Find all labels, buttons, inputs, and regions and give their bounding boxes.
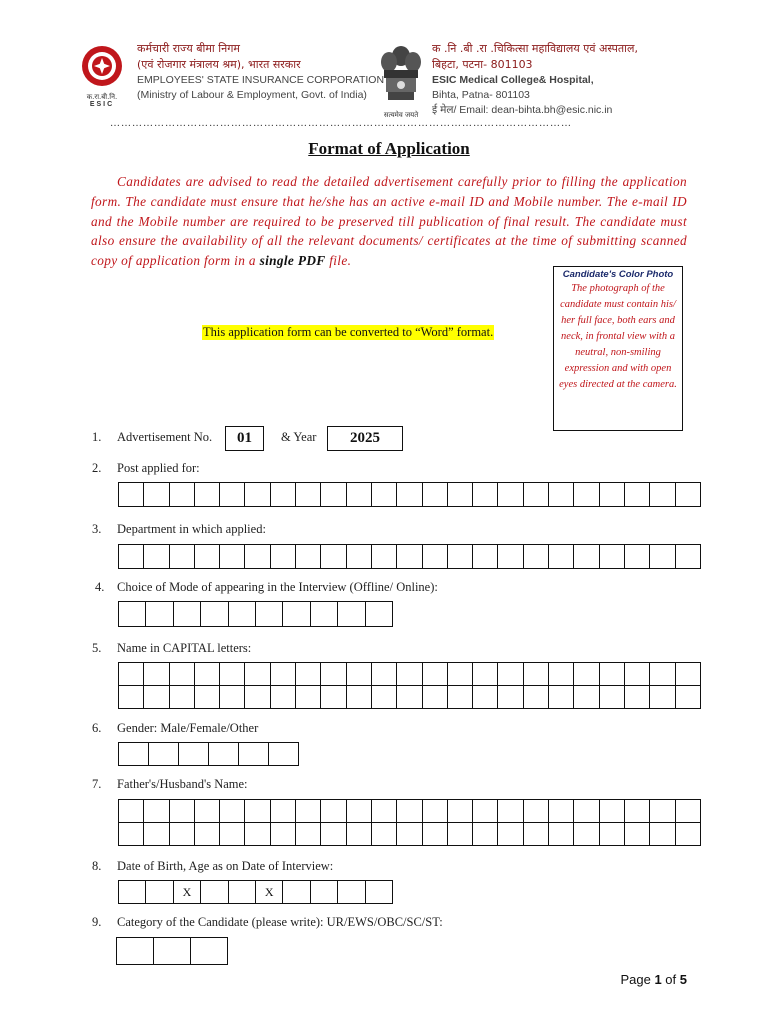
input-cell[interactable] xyxy=(548,799,574,823)
input-cell[interactable] xyxy=(649,799,675,823)
input-cell[interactable] xyxy=(194,799,220,823)
input-cell[interactable] xyxy=(599,662,625,686)
input-cell[interactable] xyxy=(143,822,169,846)
input-cell[interactable] xyxy=(208,742,239,766)
input-cell[interactable] xyxy=(228,880,256,904)
input-cell[interactable] xyxy=(194,662,220,686)
input-cell[interactable] xyxy=(396,685,422,709)
input-cell[interactable] xyxy=(649,482,675,507)
input-cell[interactable] xyxy=(346,482,372,507)
input-cell[interactable] xyxy=(573,482,599,507)
input-cell[interactable] xyxy=(624,544,650,569)
input-cell[interactable] xyxy=(190,937,228,965)
question-3-label: Department in which applied: xyxy=(117,522,266,536)
input-cell[interactable] xyxy=(219,482,245,507)
question-5 xyxy=(0,641,770,661)
input-cell[interactable] xyxy=(649,544,675,569)
input-cell[interactable] xyxy=(169,544,195,569)
date-separator-cell[interactable]: X xyxy=(173,880,201,904)
input-cell[interactable] xyxy=(346,822,372,846)
question-4 xyxy=(0,580,770,600)
input-cell[interactable] xyxy=(365,601,393,627)
input-cell[interactable] xyxy=(396,799,422,823)
input-cell[interactable] xyxy=(219,662,245,686)
input-cell[interactable] xyxy=(548,482,574,507)
input-cell[interactable] xyxy=(497,799,523,823)
input-cell[interactable] xyxy=(497,544,523,569)
input-cell[interactable] xyxy=(573,822,599,846)
input-cell[interactable] xyxy=(194,685,220,709)
input-cell[interactable] xyxy=(497,482,523,507)
input-cell[interactable] xyxy=(219,822,245,846)
input-cell[interactable] xyxy=(447,685,473,709)
input-cell[interactable] xyxy=(244,822,270,846)
input-cell[interactable] xyxy=(169,662,195,686)
page-word: Page xyxy=(620,972,651,987)
input-cell[interactable] xyxy=(118,742,149,766)
hospital-email: ई मेल/ Email: dean-bihta.bh@esic.nic.in xyxy=(432,104,613,116)
input-cell[interactable] xyxy=(320,482,346,507)
father-name-grid-row-2[interactable] xyxy=(118,822,701,846)
year-label: & Year xyxy=(281,430,317,444)
input-cell[interactable] xyxy=(118,544,144,569)
input-cell[interactable] xyxy=(169,482,195,507)
hospital-address-hindi: बिहटा, पटना- 801103 xyxy=(432,58,533,71)
advice-text-after: file. xyxy=(325,253,352,269)
question-2 xyxy=(0,461,770,481)
input-cell[interactable] xyxy=(573,662,599,686)
input-cell[interactable] xyxy=(244,482,270,507)
input-cell[interactable] xyxy=(396,822,422,846)
name-grid-row-1[interactable] xyxy=(118,662,701,686)
question-7-number: 7. xyxy=(92,777,102,791)
input-cell[interactable] xyxy=(624,799,650,823)
input-cell[interactable] xyxy=(675,822,701,846)
input-cell[interactable] xyxy=(228,601,256,627)
input-cell[interactable] xyxy=(422,799,448,823)
input-cell[interactable] xyxy=(178,742,209,766)
input-cell[interactable] xyxy=(523,482,549,507)
dob-grid[interactable] xyxy=(118,880,393,904)
input-cell[interactable] xyxy=(295,482,321,507)
input-cell[interactable] xyxy=(320,544,346,569)
question-5-label: Name in CAPITAL letters: xyxy=(117,641,252,655)
input-cell[interactable] xyxy=(268,742,299,766)
question-9-label: Category of the Candidate (please write): UR/EWS/OBC/SC/ST: xyxy=(117,915,443,929)
input-cell[interactable] xyxy=(371,482,397,507)
input-cell[interactable] xyxy=(523,799,549,823)
advertisement-number-field[interactable]: 01 xyxy=(225,426,264,451)
photo-box-label: Candidate's Color Photo xyxy=(562,269,674,280)
input-cell[interactable] xyxy=(118,601,146,627)
input-cell[interactable] xyxy=(244,662,270,686)
post-applied-grid[interactable] xyxy=(118,482,701,507)
national-emblem xyxy=(376,42,426,118)
input-cell[interactable] xyxy=(472,822,498,846)
input-cell[interactable] xyxy=(143,482,169,507)
input-cell[interactable] xyxy=(624,822,650,846)
input-cell[interactable] xyxy=(219,799,245,823)
question-4-number: 4. xyxy=(95,580,105,594)
input-cell[interactable] xyxy=(118,799,144,823)
input-cell[interactable] xyxy=(472,662,498,686)
input-cell[interactable] xyxy=(320,685,346,709)
input-cell[interactable] xyxy=(310,880,338,904)
question-1-label: Advertisement No. xyxy=(117,430,213,444)
input-cell[interactable] xyxy=(371,662,397,686)
input-cell[interactable] xyxy=(173,601,201,627)
input-cell[interactable] xyxy=(447,822,473,846)
question-6-number: 6. xyxy=(92,721,102,735)
input-cell[interactable] xyxy=(497,685,523,709)
input-cell[interactable] xyxy=(169,799,195,823)
input-cell[interactable] xyxy=(337,880,365,904)
gender-grid[interactable] xyxy=(118,742,299,766)
input-cell[interactable] xyxy=(675,799,701,823)
input-cell[interactable] xyxy=(599,799,625,823)
question-1-number: 1. xyxy=(92,430,102,444)
input-cell[interactable] xyxy=(118,880,146,904)
esic-logo-caption-en: ESIC xyxy=(89,101,115,108)
question-7-label: Father's/Husband's Name: xyxy=(117,777,248,791)
input-cell[interactable] xyxy=(219,685,245,709)
of-word: of xyxy=(665,972,677,987)
interview-mode-grid[interactable] xyxy=(118,601,393,627)
question-6 xyxy=(0,721,770,741)
input-cell[interactable] xyxy=(675,685,701,709)
input-cell[interactable] xyxy=(346,544,372,569)
input-cell[interactable] xyxy=(118,482,144,507)
question-8-number: 8. xyxy=(92,859,102,873)
name-grid-row-2[interactable] xyxy=(118,685,701,709)
question-3 xyxy=(0,522,770,542)
photo-box[interactable] xyxy=(553,266,683,431)
input-cell[interactable] xyxy=(320,822,346,846)
input-cell[interactable] xyxy=(675,662,701,686)
input-cell[interactable] xyxy=(447,799,473,823)
input-cell[interactable] xyxy=(649,662,675,686)
input-cell[interactable] xyxy=(118,822,144,846)
question-8 xyxy=(0,859,770,879)
input-cell[interactable] xyxy=(143,662,169,686)
input-cell[interactable] xyxy=(447,662,473,686)
input-cell[interactable] xyxy=(295,544,321,569)
question-5-number: 5. xyxy=(92,641,102,655)
input-cell[interactable] xyxy=(244,799,270,823)
input-cell[interactable] xyxy=(523,662,549,686)
input-cell[interactable] xyxy=(523,544,549,569)
input-cell[interactable] xyxy=(148,742,179,766)
category-grid[interactable] xyxy=(116,937,228,965)
input-cell[interactable] xyxy=(282,880,310,904)
advice-bold: single PDF xyxy=(259,253,326,269)
input-cell[interactable] xyxy=(295,822,321,846)
question-9-number: 9. xyxy=(92,915,102,929)
input-cell[interactable] xyxy=(472,482,498,507)
input-cell[interactable] xyxy=(649,822,675,846)
input-cell[interactable] xyxy=(624,685,650,709)
org-name-hindi-line1: कर्मचारी राज्य बीमा निगम xyxy=(137,42,240,55)
input-cell[interactable] xyxy=(270,799,296,823)
advice-text-before: Candidates are advised to read the detailed advertisement carefully prior to filling the application form. The candidate must ensure that he/she has an active e-mail ID and Mobile number. The e-mail ID and the Mobile number are required to be preserved till publication of final result. The candidate must also ensure the availability of all the relevant documents/ certificates at the time of submitting scanned copy of application form in a xyxy=(91,174,687,269)
input-cell[interactable] xyxy=(599,685,625,709)
input-cell[interactable] xyxy=(270,822,296,846)
page-number xyxy=(620,972,687,987)
input-cell[interactable] xyxy=(169,685,195,709)
input-cell[interactable] xyxy=(153,937,191,965)
input-cell[interactable] xyxy=(523,685,549,709)
input-cell[interactable] xyxy=(194,482,220,507)
input-cell[interactable] xyxy=(310,601,338,627)
hospital-name-hindi-line1: क .नि .बी .रा .चिकित्सा महाविद्यालय एवं अस्पताल, xyxy=(432,42,638,55)
input-cell[interactable] xyxy=(145,880,173,904)
input-cell[interactable] xyxy=(422,662,448,686)
year-field[interactable]: 2025 xyxy=(327,426,403,451)
input-cell[interactable] xyxy=(282,601,310,627)
input-cell[interactable] xyxy=(371,799,397,823)
input-cell[interactable] xyxy=(270,662,296,686)
input-cell[interactable] xyxy=(371,544,397,569)
input-cell[interactable] xyxy=(675,544,701,569)
advice-paragraph xyxy=(91,172,687,271)
org-name-english-line1: EMPLOYEES' STATE INSURANCE CORPORATION xyxy=(137,74,385,86)
input-cell[interactable] xyxy=(396,544,422,569)
input-cell[interactable] xyxy=(337,601,365,627)
input-cell[interactable] xyxy=(255,601,283,627)
esic-logo-caption-hi: क.रा.बी.नि. xyxy=(86,93,118,101)
input-cell[interactable] xyxy=(244,544,270,569)
input-cell[interactable] xyxy=(270,685,296,709)
input-cell[interactable] xyxy=(346,662,372,686)
photo-box-instructions: The photograph of the candidate must contain his/ her full face, both ears and neck, in frontal view with a neutral, non-smiling expression and with open eyes directed at the camera. xyxy=(559,283,677,390)
input-cell[interactable] xyxy=(548,822,574,846)
input-cell[interactable] xyxy=(346,799,372,823)
org-name-english-line2: (Ministry of Labour & Employment, Govt. of India) xyxy=(137,89,367,101)
input-cell[interactable] xyxy=(472,799,498,823)
input-cell[interactable] xyxy=(472,685,498,709)
father-name-grid-row-1[interactable] xyxy=(118,799,701,823)
input-cell[interactable] xyxy=(194,822,220,846)
input-cell[interactable] xyxy=(116,937,154,965)
input-cell[interactable] xyxy=(371,685,397,709)
question-4-label: Choice of Mode of appearing in the Interview (Offline/ Online): xyxy=(117,580,438,594)
input-cell[interactable] xyxy=(396,662,422,686)
input-cell[interactable] xyxy=(599,482,625,507)
input-cell[interactable] xyxy=(244,685,270,709)
current-page: 1 xyxy=(654,972,662,987)
input-cell[interactable] xyxy=(447,544,473,569)
emblem-motto: सत्यमेव जयते xyxy=(383,111,419,119)
input-cell[interactable] xyxy=(573,685,599,709)
input-cell[interactable] xyxy=(145,601,173,627)
input-cell[interactable] xyxy=(675,482,701,507)
input-cell[interactable] xyxy=(599,544,625,569)
input-cell[interactable] xyxy=(270,544,296,569)
input-cell[interactable] xyxy=(270,482,296,507)
question-6-label: Gender: Male/Female/Other xyxy=(117,721,259,735)
input-cell[interactable] xyxy=(599,822,625,846)
input-cell[interactable] xyxy=(219,544,245,569)
input-cell[interactable] xyxy=(624,662,650,686)
input-cell[interactable] xyxy=(548,544,574,569)
department-grid[interactable] xyxy=(118,544,701,569)
page-title: Format of Application xyxy=(308,139,470,158)
org-name-english xyxy=(137,73,384,103)
input-cell[interactable] xyxy=(320,799,346,823)
input-cell[interactable] xyxy=(169,822,195,846)
input-cell[interactable] xyxy=(523,822,549,846)
hospital-name-english xyxy=(432,73,612,118)
input-cell[interactable] xyxy=(194,544,220,569)
date-separator-cell[interactable]: X xyxy=(255,880,283,904)
input-cell[interactable] xyxy=(365,880,393,904)
question-2-number: 2. xyxy=(92,461,102,475)
header-separator: ……………………………………………………………………………………………………………… xyxy=(110,118,572,129)
input-cell[interactable] xyxy=(200,880,228,904)
question-9 xyxy=(0,915,770,935)
hospital-name-english-line1: ESIC Medical College& Hospital, xyxy=(432,74,594,86)
question-7 xyxy=(0,777,770,797)
input-cell[interactable] xyxy=(573,799,599,823)
input-cell[interactable] xyxy=(118,685,144,709)
input-cell[interactable] xyxy=(200,601,228,627)
input-cell[interactable] xyxy=(238,742,269,766)
input-cell[interactable] xyxy=(371,822,397,846)
input-cell[interactable] xyxy=(422,822,448,846)
word-format-note: This application form can be converted to “Word” format. xyxy=(203,325,494,339)
input-cell[interactable] xyxy=(548,685,574,709)
hospital-name-hindi xyxy=(432,41,638,73)
question-8-label: Date of Birth, Age as on Date of Interview: xyxy=(117,859,334,873)
question-3-number: 3. xyxy=(92,522,102,536)
input-cell[interactable] xyxy=(396,482,422,507)
input-cell[interactable] xyxy=(548,662,574,686)
question-2-label: Post applied for: xyxy=(117,461,200,475)
esic-logo xyxy=(80,44,124,108)
input-cell[interactable] xyxy=(295,799,321,823)
input-cell[interactable] xyxy=(422,544,448,569)
total-pages: 5 xyxy=(679,972,687,987)
input-cell[interactable] xyxy=(143,544,169,569)
input-cell[interactable] xyxy=(447,482,473,507)
input-cell[interactable] xyxy=(320,662,346,686)
input-cell[interactable] xyxy=(422,482,448,507)
input-cell[interactable] xyxy=(497,822,523,846)
input-cell[interactable] xyxy=(573,544,599,569)
input-cell[interactable] xyxy=(497,662,523,686)
input-cell[interactable] xyxy=(143,685,169,709)
input-cell[interactable] xyxy=(118,662,144,686)
input-cell[interactable] xyxy=(624,482,650,507)
input-cell[interactable] xyxy=(295,685,321,709)
input-cell[interactable] xyxy=(346,685,372,709)
input-cell[interactable] xyxy=(422,685,448,709)
input-cell[interactable] xyxy=(649,685,675,709)
input-cell[interactable] xyxy=(295,662,321,686)
input-cell[interactable] xyxy=(472,544,498,569)
org-name-hindi-line2: (एवं रोजगार मंत्रालय श्रम), भारत सरकार xyxy=(137,58,301,71)
hospital-address-english: Bihta, Patna- 801103 xyxy=(432,89,530,101)
input-cell[interactable] xyxy=(143,799,169,823)
org-name-hindi xyxy=(137,41,301,73)
